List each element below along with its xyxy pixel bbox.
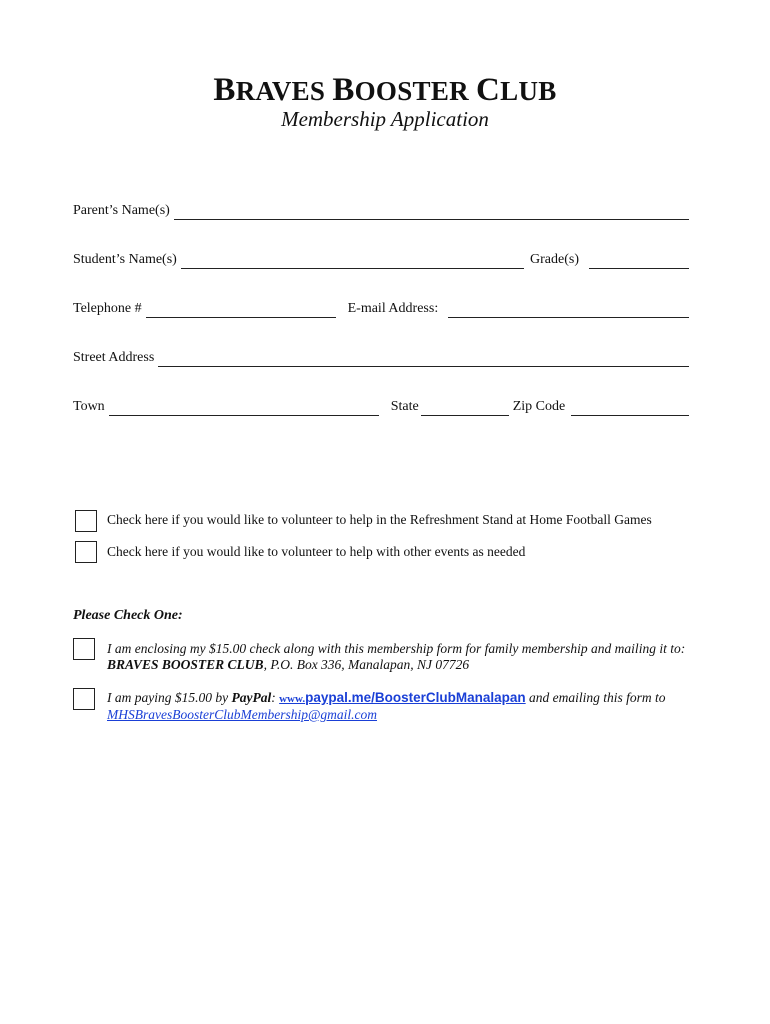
- state-field[interactable]: [421, 401, 509, 416]
- state-label: State: [390, 399, 419, 414]
- paypal-payment-label: I am paying $15.00 by PayPal: www.paypal.me/BoosterClubManalapan and emailing this form to MHSBravesBoosterClubMembership@gmail.com: [107, 690, 666, 722]
- students-name-row: [73, 249, 689, 269]
- email-label: E-mail Address:: [347, 301, 439, 316]
- other-events-volunteer-label: Check here if you would like to volunteer to help with other events as needed: [107, 544, 526, 559]
- check-payment-label: I am enclosing my $15.00 check along with this membership form for family membership and mailing it to: BRAVES BOOSTER CLUB, P.O. Box 336, Manalapan, NJ 07726: [107, 641, 686, 672]
- paypal-payment-checkbox[interactable]: [73, 688, 95, 710]
- paypal-link[interactable]: www.paypal.me/BoosterClubManalapan: [279, 690, 526, 705]
- grades-label: Grade(s): [530, 252, 579, 267]
- check-payment-checkbox[interactable]: [73, 638, 95, 660]
- street-field[interactable]: [158, 352, 689, 367]
- other-events-volunteer-checkbox[interactable]: [75, 541, 97, 563]
- town-label: Town: [73, 399, 105, 414]
- refreshment-volunteer-checkbox[interactable]: [75, 510, 97, 532]
- page-title: BRAVES BOOSTER CLUB: [213, 72, 557, 108]
- zip-field[interactable]: [571, 401, 689, 416]
- parents-name-field[interactable]: [174, 205, 689, 220]
- town-field[interactable]: [109, 401, 379, 416]
- contact-row: [73, 298, 689, 318]
- street-label: Street Address: [73, 350, 155, 365]
- parents-name-row: [73, 200, 689, 220]
- students-name-field[interactable]: [181, 254, 524, 269]
- zip-label: Zip Code: [512, 399, 566, 414]
- membership-email-link[interactable]: MHSBravesBoosterClubMembership@gmail.com: [107, 707, 378, 722]
- town-row: [73, 396, 689, 416]
- page-subtitle: Membership Application: [281, 107, 489, 131]
- refreshment-volunteer-label: Check here if you would like to volunteer to help in the Refreshment Stand at Home Football Games: [107, 512, 652, 527]
- paypal-label: PayPal: [231, 690, 272, 705]
- students-name-label: Student’s Name(s): [73, 252, 177, 267]
- email-field[interactable]: [448, 303, 689, 318]
- club-name: BRAVES BOOSTER CLUB: [107, 657, 264, 672]
- street-row: [73, 347, 689, 367]
- telephone-label: Telephone #: [73, 301, 142, 316]
- parents-name-label: Parent’s Name(s): [73, 203, 170, 218]
- grades-field[interactable]: [589, 254, 689, 269]
- payment-heading: Please Check One:: [73, 608, 183, 623]
- telephone-field[interactable]: [146, 303, 336, 318]
